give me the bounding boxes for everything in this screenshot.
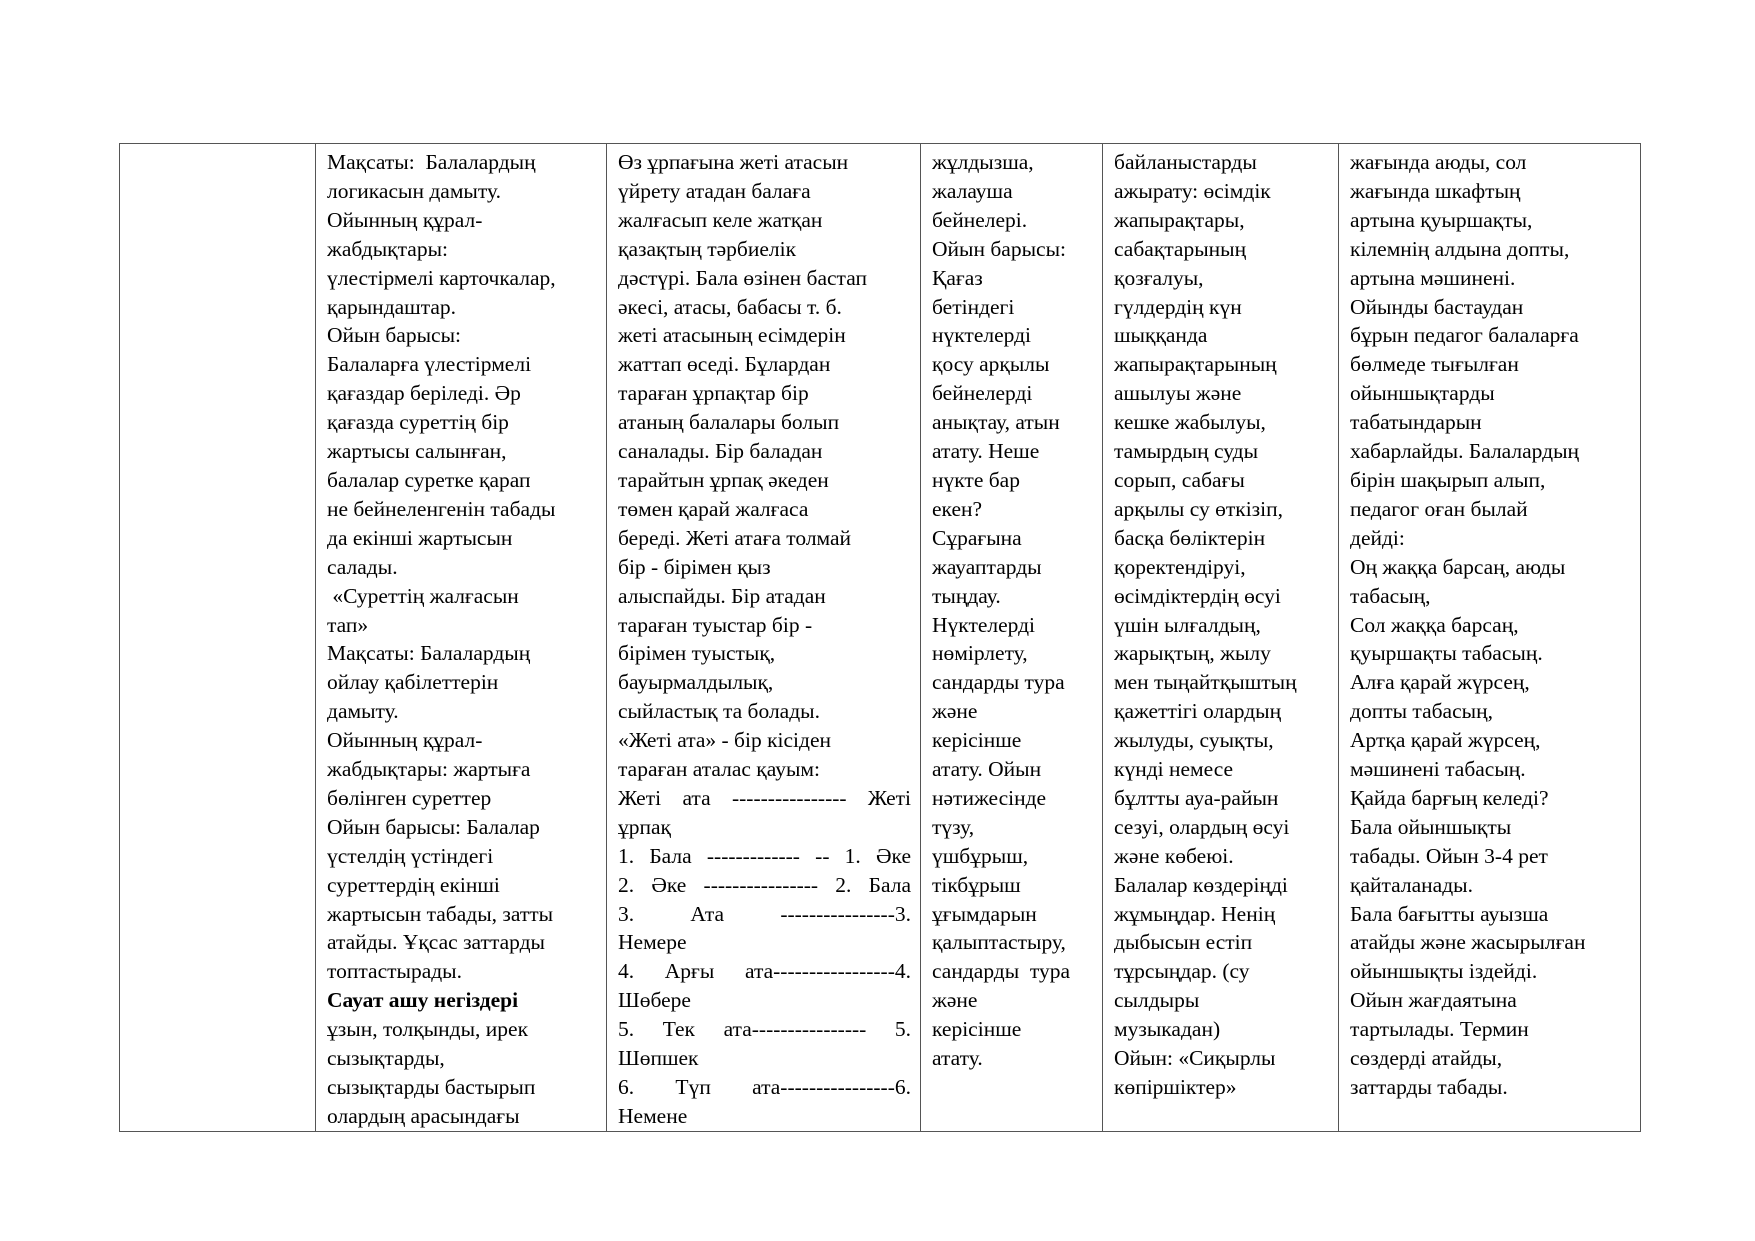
cell-text-line: нөмірлету, xyxy=(932,641,1028,666)
cell-text-line: Ойынды бастаудан xyxy=(1350,294,1524,319)
cell-text-line: дәстүрі. Бала өзінен бастап xyxy=(618,265,867,290)
cell-text-line: сандарды тура xyxy=(932,959,1071,984)
cell-text-line: басқа бөліктерін xyxy=(1114,525,1266,550)
cell-text-line: қағазда суреттің бір xyxy=(327,410,509,435)
cell-text-line: әкесі, атасы, бабасы т. б. xyxy=(618,294,842,319)
cell-text-line: қарындаштар. xyxy=(327,294,457,319)
cell-text-line: қалыптастыру, xyxy=(932,930,1066,955)
cell-text-line: атату. xyxy=(932,1046,983,1071)
cell-text-line: да екінші жартысын xyxy=(327,525,513,550)
cell-text-line: және xyxy=(932,699,978,724)
cell-text-line: атату. Неше xyxy=(932,439,1040,464)
cell-text-line: гүлдердің күн xyxy=(1114,294,1242,319)
cell-text-line: 5. Тек ата---------------- 5. xyxy=(618,1017,911,1042)
table-cell-col-6 xyxy=(1339,144,1641,1132)
cell-text-line: бұлтты ауа-райын xyxy=(1114,785,1279,810)
cell-text-line: тыңдау. xyxy=(932,583,1001,608)
cell-text-line: сорып, сабағы xyxy=(1114,467,1245,492)
cell-text-line: топтастырады. xyxy=(327,959,463,984)
cell-text-line: мәшинені табасың. xyxy=(1350,757,1526,782)
cell-text-line: допты табасың, xyxy=(1350,699,1493,724)
cell-text-line: хабарлайды. Балалардың xyxy=(1350,439,1580,464)
cell-text-line: Ойын барысы: xyxy=(327,323,461,348)
table-cell-col-5 xyxy=(1103,144,1339,1132)
cell-text-line: тараған аталас қауым: xyxy=(618,757,820,782)
cell-text-line: бұрын педагог балаларға xyxy=(1350,323,1579,348)
cell-text-line: үйрету атадан балаға xyxy=(618,178,811,203)
cell-text-line: жаттап өседі. Бұлардан xyxy=(618,352,831,377)
cell-text-line: жапырақтарының xyxy=(1114,352,1277,377)
cell-text-line: нүкте бар xyxy=(932,467,1020,492)
cell-text-col-2 xyxy=(327,148,597,1131)
lesson-plan-table xyxy=(119,143,1641,1132)
cell-text-line: Ойын: «Сиқырлы xyxy=(1114,1046,1276,1071)
cell-text-line: «Суреттің жалғасын xyxy=(327,583,519,608)
cell-text-line: Сауат ашу негіздері xyxy=(327,988,519,1013)
cell-text-line: тамырдың суды xyxy=(1114,439,1259,464)
cell-text-line: атаның балалары болып xyxy=(618,410,840,435)
cell-text-line: Ойынның құрал- xyxy=(327,207,483,232)
cell-text-line: Өз ұрпағына жеті атасын xyxy=(618,150,849,174)
cell-text-line: қоректендіруі, xyxy=(1114,554,1246,579)
cell-text-line: жағында аюды, сол xyxy=(1350,150,1527,174)
cell-text-line: дыбысын естіп xyxy=(1114,930,1253,955)
cell-text-line: қазақтың тәрбиелік xyxy=(618,236,797,261)
cell-text-line: сылдыры xyxy=(1114,988,1200,1013)
cell-text-line: сызықтарды, xyxy=(327,1046,445,1071)
cell-text-line: бейнелерді xyxy=(932,381,1033,406)
cell-text-line: «Жеті ата» - бір кісіден xyxy=(618,728,832,753)
cell-text-line: бір - бірімен қыз xyxy=(618,554,771,579)
cell-text-line: Алға қарай жүрсең, xyxy=(1350,670,1530,695)
cell-text-line: бауырмалдылық, xyxy=(618,670,774,695)
cell-text-line: Шөбере xyxy=(618,988,691,1013)
cell-text-line: не бейнеленгенін табады xyxy=(327,496,556,521)
cell-text-line: саналады. Бір баладан xyxy=(618,439,823,464)
cell-text-line: күнді немесе xyxy=(1114,757,1234,782)
cell-text-line: 1. Бала ------------- -- 1. Әке xyxy=(618,843,911,868)
cell-text-col-4 xyxy=(932,148,1093,1073)
cell-text-line: Бала ойыншықты xyxy=(1350,814,1512,839)
cell-text-line: арқылы су өткізіп, xyxy=(1114,496,1284,521)
cell-text-line: жартысы салынған, xyxy=(327,439,507,464)
cell-text-line: өсімдіктердің өсуі xyxy=(1114,583,1281,608)
cell-text-line: Бала бағытты ауызша xyxy=(1350,901,1549,926)
cell-text-line: нүктелерді xyxy=(932,323,1032,348)
cell-text-line: тікбұрыш xyxy=(932,872,1021,897)
cell-text-line: Нүктелерді xyxy=(932,612,1036,637)
cell-text-line: Мақсаты: Балалардың xyxy=(327,641,531,666)
cell-text-col-3 xyxy=(618,148,911,1131)
cell-text-line: жағында шкафтың xyxy=(1350,178,1521,203)
cell-text-line: үшін ылғалдың, xyxy=(1114,612,1261,637)
cell-text-line: шыққанда xyxy=(1114,323,1208,348)
cell-text-line: қозғалуы, xyxy=(1114,265,1204,290)
table-cell-col-3 xyxy=(607,144,921,1132)
cell-text-line: заттарды табады. xyxy=(1350,1075,1508,1099)
table-cell-col-1 xyxy=(120,144,316,1132)
cell-text-line: суреттердің екінші xyxy=(327,872,500,897)
cell-text-line: музыкадан) xyxy=(1114,1017,1221,1042)
cell-text-line: жалауша xyxy=(932,178,1013,203)
cell-text-line: дейді: xyxy=(1350,525,1405,550)
cell-text-line: жарықтың, жылу xyxy=(1114,641,1271,666)
cell-text-line: бірімен туыстық, xyxy=(618,641,776,666)
cell-text-line: ұзын, толқынды, ирек xyxy=(327,1017,529,1042)
cell-text-line: тараған ұрпақтар бір xyxy=(618,381,809,406)
cell-text-line: бөлінген суреттер xyxy=(327,785,492,810)
cell-text-line: қуыршақты табасың. xyxy=(1350,641,1543,666)
cell-text-line: Жеті ата ---------------- Жеті xyxy=(618,785,911,810)
cell-text-line: кешке жабылуы, xyxy=(1114,410,1266,435)
cell-text-line: сезуі, олардың өсуі xyxy=(1114,814,1290,839)
cell-text-line: төмен қарай жалғаса xyxy=(618,496,809,521)
cell-text-line: Сұрағына xyxy=(932,525,1022,550)
cell-text-line: Балалар көздеріңді xyxy=(1114,872,1288,897)
cell-text-line: тап» xyxy=(327,612,369,637)
cell-text-line: жабдықтары: жартыға xyxy=(327,757,531,782)
cell-text-line: жылуды, суықты, xyxy=(1114,728,1274,753)
cell-text-line: Қағаз xyxy=(932,265,983,290)
cell-text-line: Балаларға үлестірмелі xyxy=(327,352,532,377)
cell-text-line: Оң жаққа барсаң, аюды xyxy=(1350,554,1566,579)
cell-text-col-5 xyxy=(1114,148,1329,1102)
cell-text-line: жұлдызша, xyxy=(932,150,1034,174)
cell-text-line: 2. Әке ---------------- 2. Бала xyxy=(618,872,911,897)
cell-text-line: сандарды тура xyxy=(932,670,1065,695)
cell-text-line: үстелдің үстіндегі xyxy=(327,843,494,868)
cell-text-line: ойлау қабілеттерін xyxy=(327,670,499,695)
cell-text-line: Мақсаты: Балалардың xyxy=(327,150,536,174)
cell-text-line: ойыншықты іздейді. xyxy=(1350,959,1538,984)
cell-text-line: байланыстарды xyxy=(1114,150,1257,174)
cell-text-line: керісінше xyxy=(932,1017,1022,1042)
cell-text-line: Сол жаққа барсаң, xyxy=(1350,612,1519,637)
cell-text-line: тұрсыңдар. (су xyxy=(1114,959,1250,984)
cell-text-line: береді. Жеті атаға толмай xyxy=(618,525,852,550)
cell-text-line: және көбеюі. xyxy=(1114,843,1234,868)
cell-text-line: сабақтарының xyxy=(1114,236,1247,261)
cell-text-line: Шөпшек xyxy=(618,1046,699,1071)
cell-text-line: Ойын барысы: Балалар xyxy=(327,814,540,839)
cell-text-line: атайды. Ұқсас заттарды xyxy=(327,930,545,955)
cell-text-line: ұрпақ xyxy=(618,814,671,839)
cell-text-line: қағаздар беріледі. Әр xyxy=(327,381,521,406)
cell-text-line: қайталанады. xyxy=(1350,872,1473,897)
table-cell-col-4 xyxy=(921,144,1103,1132)
cell-text-line: логикасын дамыту. xyxy=(327,178,501,203)
cell-text-line: ашылуы және xyxy=(1114,381,1242,406)
cell-text-line: Немене xyxy=(618,1103,688,1128)
cell-text-line: түзу, xyxy=(932,814,975,839)
cell-text-line: екен? xyxy=(932,496,983,521)
cell-text-line: балалар суретке қарап xyxy=(327,467,531,492)
cell-text-line: тараған туыстар бір - xyxy=(618,612,813,637)
cell-text-line: сөздерді атайды, xyxy=(1350,1046,1503,1071)
cell-text-line: Ойын барысы: xyxy=(932,236,1066,261)
cell-text-line: қосу арқылы xyxy=(932,352,1050,377)
cell-text-line: педагог оған былай xyxy=(1350,496,1528,521)
cell-text-line: табады. Ойын 3-4 рет xyxy=(1350,843,1548,868)
cell-text-line: сызықтарды бастырып xyxy=(327,1075,536,1099)
cell-text-line: Ойын жағдаятына xyxy=(1350,988,1517,1013)
cell-text-line: бетіндегі xyxy=(932,294,1015,319)
cell-text-line: жеті атасының есімдерін xyxy=(618,323,846,348)
cell-text-line: кілемнің алдына допты, xyxy=(1350,236,1570,261)
cell-text-line: тартылады. Термин xyxy=(1350,1017,1529,1042)
cell-text-line: жабдықтары: xyxy=(327,236,449,261)
cell-text-line: 6. Түп ата----------------6. xyxy=(618,1075,911,1099)
cell-text-line: 4. Арғы ата-----------------4. xyxy=(618,959,911,984)
cell-text-line: жауаптарды xyxy=(932,554,1042,579)
cell-text-line: Қайда барғың келеді? xyxy=(1350,785,1549,810)
cell-text-line: Ойынның құрал- xyxy=(327,728,483,753)
cell-text-line: бірін шақырып алып, xyxy=(1350,467,1546,492)
cell-text-line: атату. Ойын xyxy=(932,757,1042,782)
cell-text-line: жұмыңдар. Ненің xyxy=(1114,901,1276,926)
cell-text-line: үлестірмелі карточкалар, xyxy=(327,265,556,290)
table-cell-col-2 xyxy=(316,144,607,1132)
cell-text-line: жапырақтары, xyxy=(1114,207,1245,232)
cell-text-line: Немере xyxy=(618,930,687,955)
cell-text-line: мен тыңайтқыштың xyxy=(1114,670,1297,695)
cell-text-line: тарайтын ұрпақ әкеден xyxy=(618,467,829,492)
table-row xyxy=(120,144,1641,1132)
cell-text-line: жалғасып келе жатқан xyxy=(618,207,823,232)
cell-text-line: сыйластық та болады. xyxy=(618,699,820,724)
cell-text-line: Артқа қарай жүрсең, xyxy=(1350,728,1541,753)
cell-text-line: үшбұрыш, xyxy=(932,843,1029,868)
cell-text-line: керісінше xyxy=(932,728,1022,753)
cell-text-line: алыспайды. Бір атадан xyxy=(618,583,826,608)
cell-text-line: артына қуыршақты, xyxy=(1350,207,1533,232)
cell-text-line: және xyxy=(932,988,978,1013)
cell-text-line: табасың, xyxy=(1350,583,1431,608)
cell-text-line: нәтижесінде xyxy=(932,785,1047,810)
cell-text-line: олардың арасындағы xyxy=(327,1103,520,1128)
cell-text-line: көпіршіктер» xyxy=(1114,1075,1237,1099)
cell-text-line: дамыту. xyxy=(327,699,399,724)
cell-text-line: ажырату: өсімдік xyxy=(1114,178,1271,203)
cell-text-line: жартысын табады, затты xyxy=(327,901,554,926)
cell-text-line: бейнелері. xyxy=(932,207,1028,232)
cell-text-line: атайды және жасырылған xyxy=(1350,930,1586,955)
cell-text-line: анықтау, атын xyxy=(932,410,1060,435)
cell-text-line: қажеттігі олардың xyxy=(1114,699,1282,724)
cell-text-line: ойыншықтарды xyxy=(1350,381,1495,406)
cell-text-line: табатындарын xyxy=(1350,410,1482,435)
cell-text-line: салады. xyxy=(327,554,398,579)
cell-text-line: 3. Ата ----------------3. xyxy=(618,901,911,926)
cell-text-line: бөлмеде тығылған xyxy=(1350,352,1519,377)
cell-text-line: ұғымдарын xyxy=(932,901,1037,926)
cell-text-line: артына мәшинені. xyxy=(1350,265,1516,290)
cell-text-col-6 xyxy=(1350,148,1631,1102)
